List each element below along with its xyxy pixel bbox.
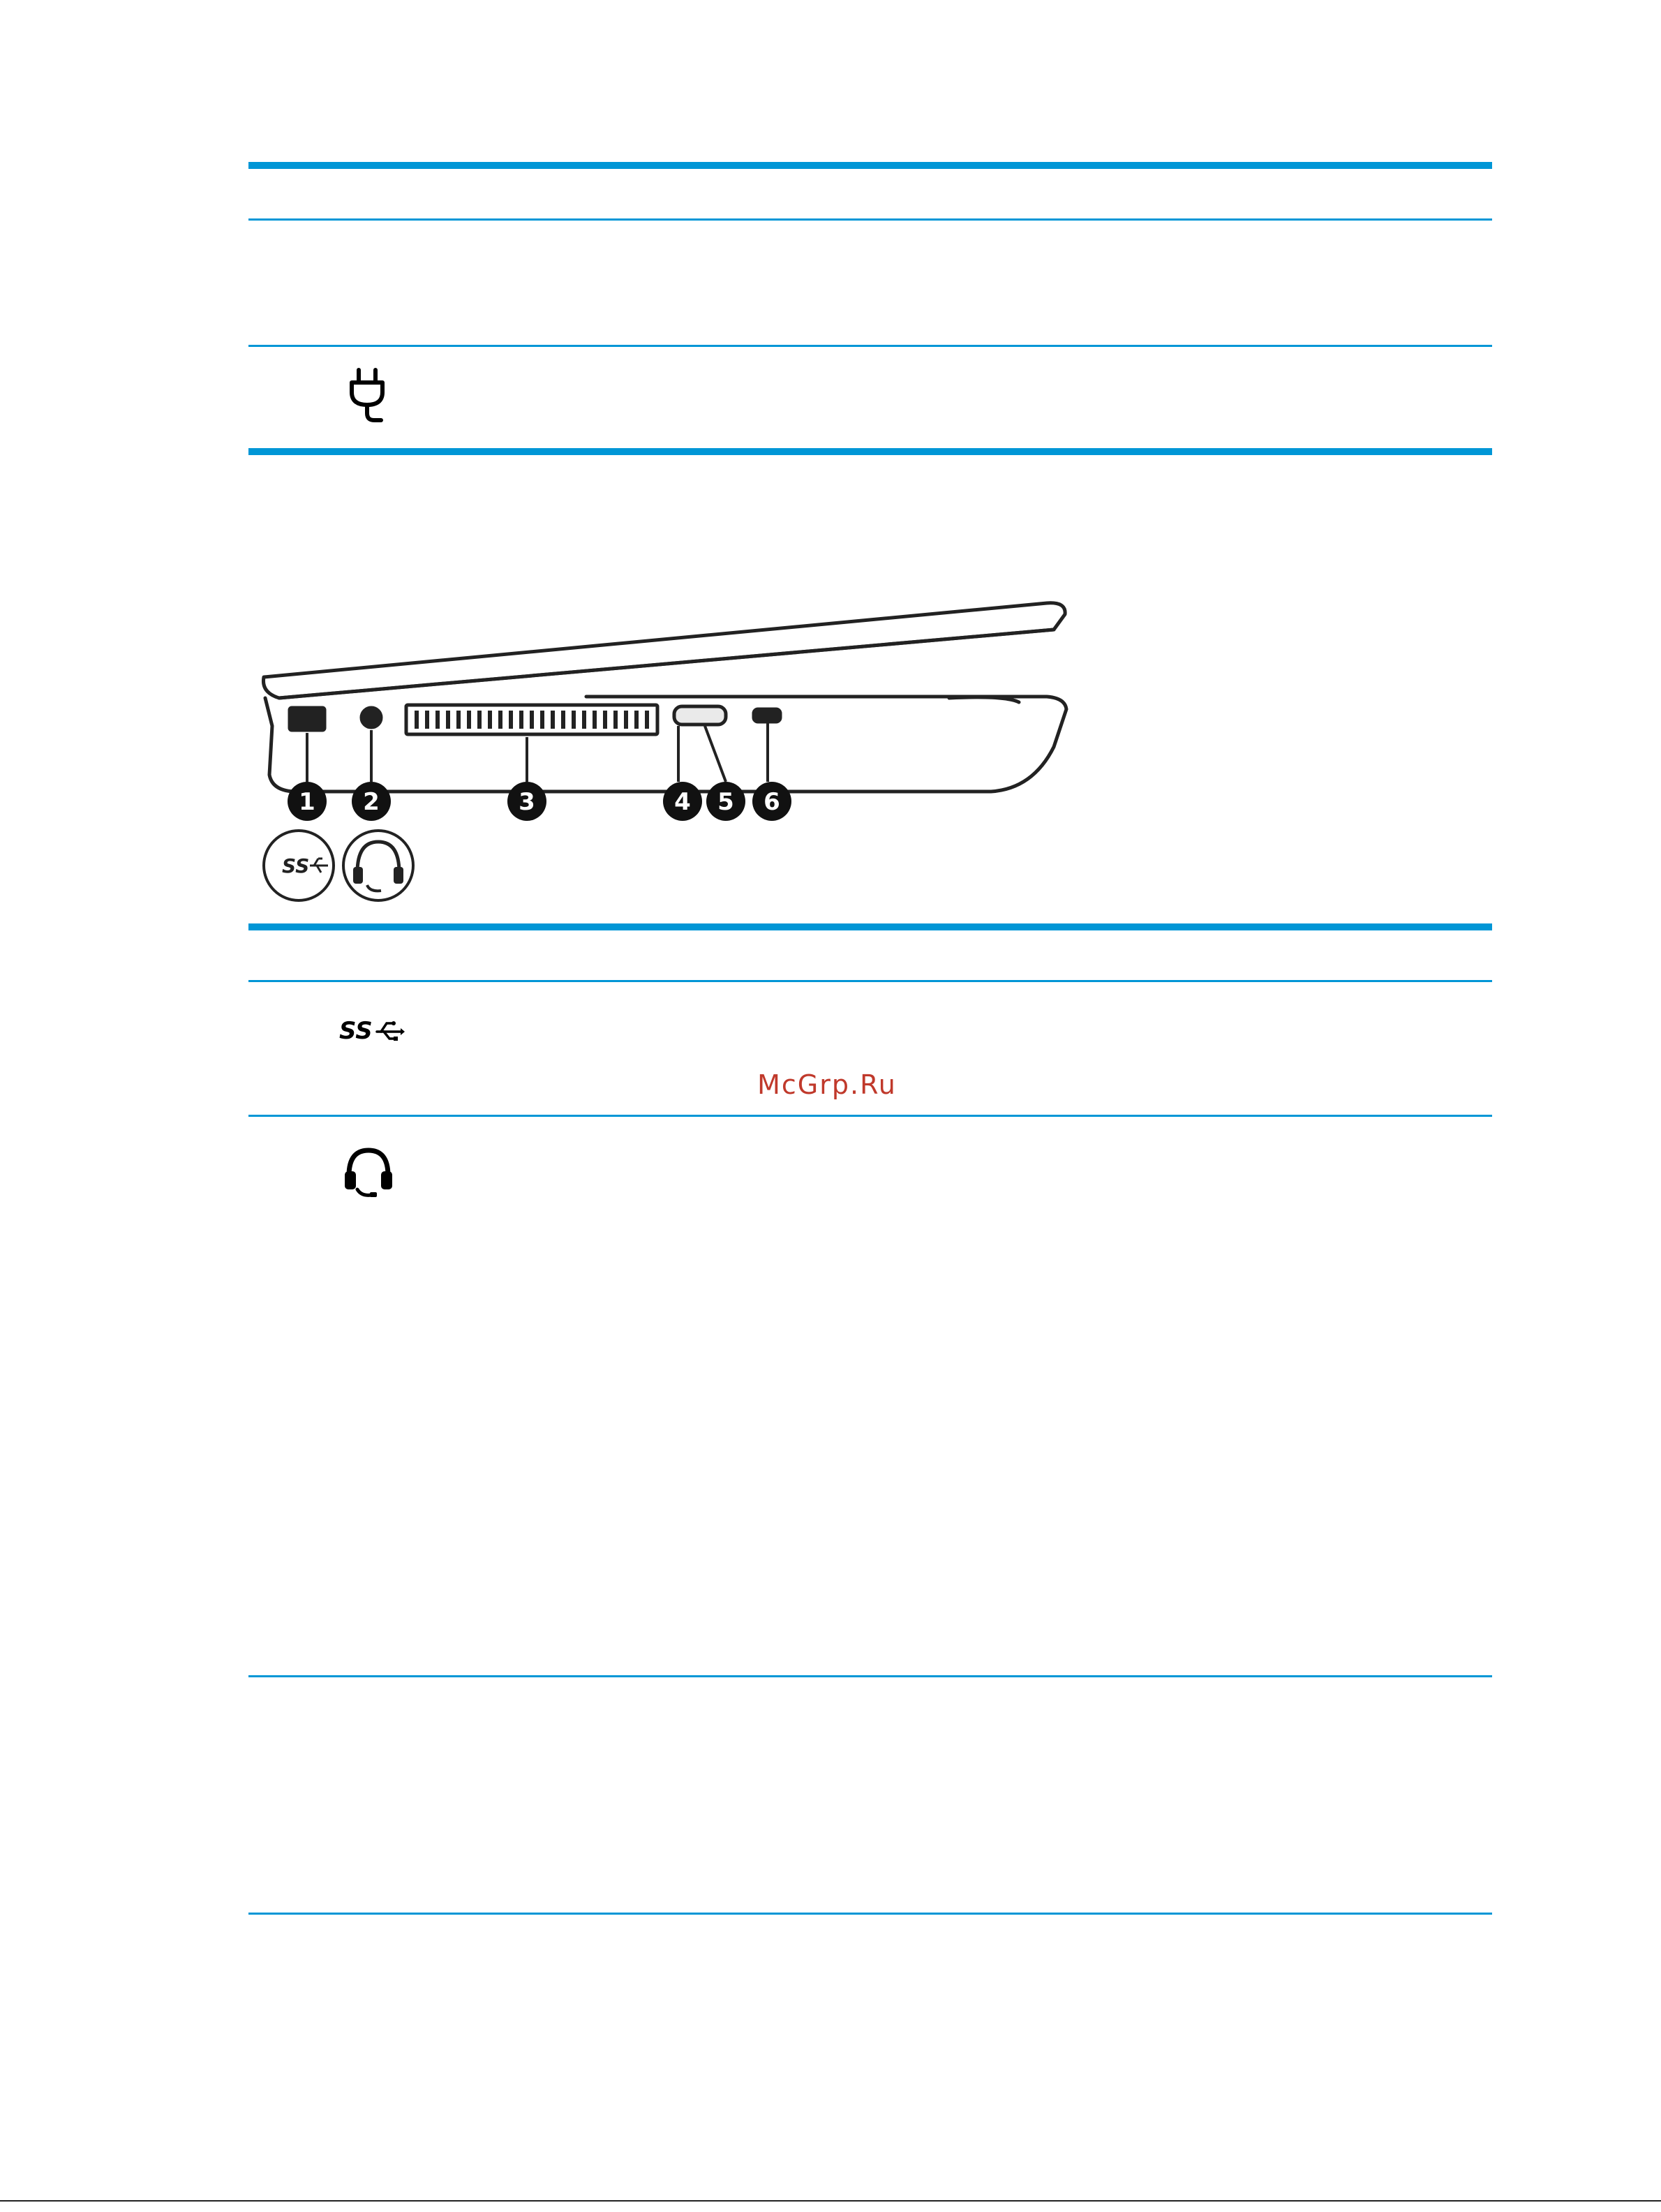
table-bottom-row-divider-2	[248, 1675, 1492, 1677]
table-bottom-header-rule	[248, 923, 1492, 930]
superspeed-usb-icon	[338, 1015, 405, 1048]
table-top-header-rule	[248, 162, 1492, 169]
headset-icon	[343, 831, 413, 900]
headset-icon	[342, 1145, 395, 1202]
table-bottom-header-bottom-rule	[248, 980, 1492, 982]
callout-1: 1	[299, 788, 315, 816]
table-bottom-row-divider-1	[248, 1115, 1492, 1117]
table-top-header-bottom-rule	[248, 218, 1492, 221]
callout-3: 3	[519, 788, 535, 816]
superspeed-usb-icon	[264, 831, 334, 900]
callout-6: 6	[764, 788, 780, 816]
callout-5: 5	[717, 788, 734, 816]
table-top-bottom-rule	[248, 448, 1492, 455]
callout-2: 2	[363, 788, 380, 816]
table-top-row-divider	[248, 345, 1492, 347]
callout-4: 4	[674, 788, 691, 816]
page-footer-line	[0, 2200, 1661, 2202]
svg-text:SS: SS	[339, 1017, 373, 1045]
watermark: McGrp.Ru	[757, 1069, 897, 1100]
svg-text:SS: SS	[282, 854, 310, 877]
laptop-left-side-illustration	[251, 593, 1089, 910]
table-bottom-end-rule	[248, 1913, 1492, 1915]
power-plug-icon	[346, 367, 388, 427]
